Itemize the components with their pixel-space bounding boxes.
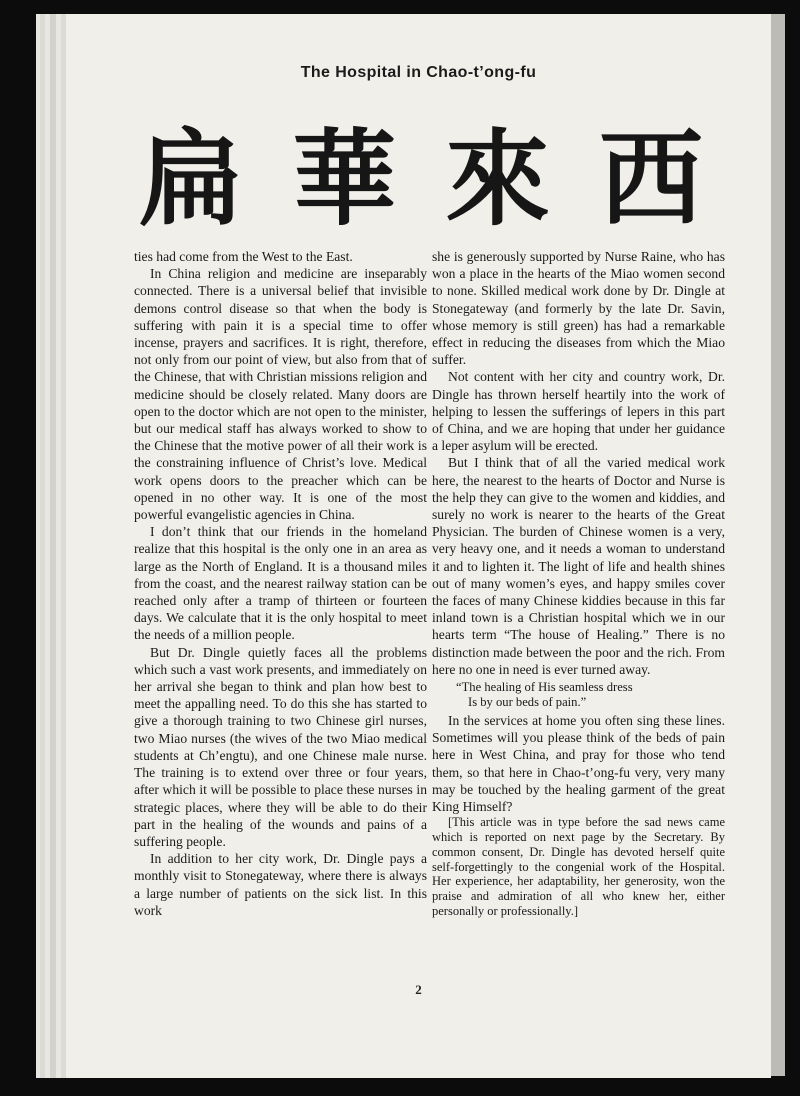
banner-char-4: 西 [598,117,703,240]
editor-note: [This article was in type before the sad news came which is reported on next page by the Secretary. By common consent, Dr. Dingle has devoted herself quite self-forgettingly to the congenial work of the Hospital. Her experience, her adaptability, her generosity, won the praise and admiration of all who knew her, either personally or professionally.] [432,815,725,919]
banner-char-3: 來 [445,117,550,240]
page-title: The Hospital in Chao-t’ong-fu [300,64,537,81]
paragraph: In China religion and medicine are inseparably connected. There is a universal belief that invisible demons control disease so that when the body is suffering with pain it is a special time to offer incense, prayers and sacrifices. It is right, therefore, not only from our point of view, but also from that of the Chinese, that with Christian missions religion and medicine should be closely related. Many doors are open to the doctor which are not open to the minister, but our medical staff has always worked to show to the Chinese that the motive power of all their work is the constraining influence of Christ’s love. Medical work opens doors to the preacher which can be opened in no other way. It is one of the most powerful evangelistic agencies in China. [134,266,427,523]
paragraph: she is generously supported by Nurse Raine, who has won a place in the hearts of the Miao women second to none. Skilled medical work done by Dr. Dingle at Stonegateway (and formerly by the late Dr. Savin, whose memory is still green) has had a remarkable effect in reducing the diseases from which the Miao suffer. [432,249,725,368]
chinese-banner [126,104,716,254]
paragraph: ties had come from the West to the East. [134,249,353,264]
left-column [134,248,427,919]
paragraph: In addition to her city work, Dr. Dingle pays a monthly visit to Stonegateway, where there is always a large number of patients on the sick list. In this work [134,851,427,918]
hymn-line: “The healing of His seamless dress [456,680,633,695]
paragraph: Not content with her city and country work, Dr. Dingle has thrown herself heartily into the work of helping to lessen the sufferings of lepers in this part of China, and we are hoping that under her guidance a leper asylum will be erected. [432,369,725,454]
paragraph: I don’t think that our friends in the homeland realize that this hospital is the only one in an area as large as the North of England. It is a thousand miles from the coast, and the nearest railway station can be reached only after a tramp of thirteen or fourteen days. We calculate that it is the only hospital to meet the needs of a million people. [134,524,427,643]
paragraph: In the services at home you often sing these lines. Sometimes will you please think of the beds of pain here in West China, and pray for those who tend them, so that here in Chao-t’ong-fu very, very many may be touched by the healing garment of the great King Himself? [432,713,725,815]
banner-char-1: 扁 [138,117,243,240]
paragraph: But Dr. Dingle quietly faces all the problems which such a vast work presents, and immediately on her arrival she began to think and plan how best to meet the appalling need. To do this she has started to give a thorough training to two Chinese girl nurses, two Miao nurses (the wives of the two Miao medical students at Ch’engtu), and one Chinese male nurse. The training is to extend over three or four years, after which it will be possible to place these nurses in strategic places, where they will be able to do their part in the healing of the wounds and pains of a suffering people. [134,644,427,849]
document-page [66,14,771,1078]
paragraph: But I think that of all the varied medical work here, the nearest to the hearts of Doctor and Nurse is the help they can give to the women and kiddies, and surely no work is nearer to the hearts of the Great Physician. The burden of Chinese women is a very, very heavy one, and it needs a woman to understand it and to lighten it. The light of life and health shines out of many women’s eyes, and happy smiles cover the faces of many Chinese kiddies because in this far inland town is a Christian hospital which we in our hearts term “The house of Healing.” There is no distinction made between the poor and the rich. From here no one in need is ever turned away. [432,455,725,677]
hymn-line: Is by our beds of pain.” [468,695,587,710]
facing-page-strip [771,14,785,1076]
page-number: 2 [415,982,422,997]
right-column [432,248,725,919]
hymn-quote [432,680,725,710]
banner-char-2: 華 [292,117,397,240]
